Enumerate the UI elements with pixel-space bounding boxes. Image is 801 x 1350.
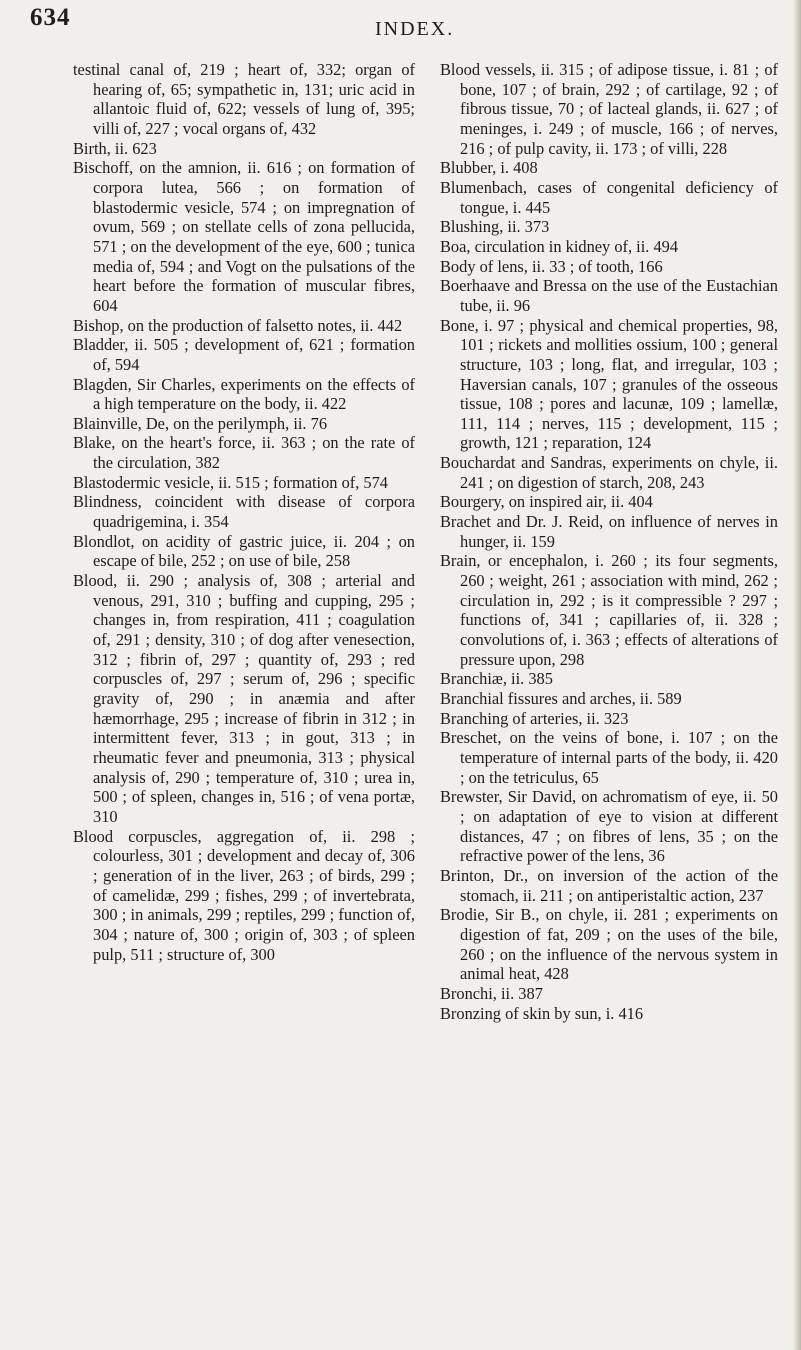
index-entry: Boa, circulation in kidney of, ii. 494 (440, 236, 679, 256)
index-entry: Blindness, coincident with disease of corpora quadrigemina, i. 354 (73, 492, 415, 532)
index-entry: Bischoff, on the amnion, ii. 616 ; on formation of corpora lutea, 566 ; on formation of blastodermic vesicle, 574 ; on impregnation of ovum, 569 ; on stellate cells of zona pellucida, 571 ; on the development of the eye, 600 ; tunica media of, 594 ; and Vogt on the pulsations of the heart before the formation of muscular fibres, 604 (73, 158, 415, 315)
index-entry: testinal canal of, 219 ; heart of, 332; organ of hearing of, 65; sympathetic in, 131; uric acid in allantoic fluid of, 622; vessels of lung of, 395; villi of, 227 ; vocal organs of, 432 (73, 60, 415, 138)
index-entry: Blubber, i. 408 (440, 158, 538, 178)
index-entry: Blastodermic vesicle, ii. 515 ; formation of, 574 (73, 472, 388, 492)
index-entry: Blood vessels, ii. 315 ; of adipose tissue, i. 81 ; of bone, 107 ; of brain, 292 ; of cartilage, 92 ; of fibrous tissue, 70 ; of lacteal glands, ii. 627 ; of meninges, i. 249 ; of muscle, 166 ; of nerves, 216 ; of pulp cavity, ii. 173 ; of villi, 228 (440, 60, 778, 158)
index-entry: Bouchardat and Sandras, experiments on chyle, ii. 241 ; on digestion of starch, 208, 243 (440, 453, 778, 492)
index-entry: Branchiæ, ii. 385 (440, 669, 553, 689)
index-entry: Bladder, ii. 505 ; development of, 621 ; formation of, 594 (73, 335, 415, 374)
index-entry: Blondlot, on acidity of gastric juice, ii. 204 ; on escape of bile, 252 ; on use of bile, 258 (73, 531, 415, 571)
index-entry: Breschet, on the veins of bone, i. 107 ; on the temperature of internal parts of the body, ii. 420 ; on the tetriculus, 65 (440, 728, 778, 787)
page-number: 634 (30, 4, 71, 31)
index-entry: Bronchi, ii. 387 (440, 983, 543, 1003)
index-entry: Blake, on the heart's force, ii. 363 ; on the rate of the circulation, 382 (73, 433, 415, 473)
index-entry: Branchial fissures and arches, ii. 589 (440, 689, 682, 708)
index-entry: Blumenbach, cases of congenital deficiency of tongue, i. 445 (440, 177, 778, 217)
index-column-right (440, 60, 778, 1023)
index-entry: Brinton, Dr., on inversion of the action of the stomach, ii. 211 ; on antiperistaltic action, 237 (440, 865, 778, 905)
index-entry: Blood corpuscles, aggregation of, ii. 298 ; colourless, 301 ; development and decay of, 306 ; generation of in the liver, 263 ; of birds, 299 ; of camelidæ, 299 ; fishes, 299 ; of invertebrata, 300 ; in animals, 299 ; reptiles, 299 ; function of, 304 ; nature of, 300 ; origin of, 303 ; of spleen pulp, 511 ; structure of, 300 (73, 826, 415, 964)
index-entry: Branching of arteries, ii. 323 (440, 708, 629, 728)
index-entry: Brodie, Sir B., on chyle, ii. 281 ; experiments on digestion of fat, 209 ; on the uses of the bile, 260 ; on the influence of the nervous system in animal heat, 428 (440, 905, 778, 984)
index-entry: Blagden, Sir Charles, experiments on the effects of a high temperature on the body, ii. 422 (73, 374, 415, 414)
index-entry: Bourgery, on inspired air, ii. 404 (440, 492, 653, 512)
index-entry: Bone, i. 97 ; physical and chemical properties, 98, 101 ; rickets and mollities ossium, 100 ; general structure, 103 ; long, flat, and irregular, 103 ; Haversian canals, 107 ; granules of the osseous tissue, 108 ; pores and lacunæ, 109 ; lamellæ, 111, 114 ; nerves, 115 ; development, 115 ; growth, 121 ; reparation, 124 (440, 315, 778, 453)
index-entry: Brain, or encephalon, i. 260 ; its four segments, 260 ; weight, 261 ; association with mind, 262 ; circulation in, 292 ; is it compressible ? 297 ; functions of, 341 ; capillaries of, ii. 328 ; convolutions of, i. 363 ; effects of alterations of pressure upon, 298 (440, 551, 778, 669)
index-entry: Blood, ii. 290 ; analysis of, 308 ; arterial and venous, 291, 310 ; buffing and cupping, 295 ; changes in, from respiration, 411 ; coagulation of, 291 ; density, 310 ; of dog after venesection, 312 ; fibrin of, 297 ; quantity of, 293 ; red corpuscles of, 297 ; serum of, 296 ; specific gravity of, 290 ; in anæmia and after hæmorrhage, 295 ; increase of fibrin in 312 ; in intermittent fever, 313 ; in gout, 313 ; in rheumatic fever and pneumonia, 313 ; physical analysis of, 290 ; temperature of, 310 ; urea in, 500 ; of spleen, changes in, 516 ; of vena portæ, 310 (73, 571, 415, 826)
index-column-left (73, 60, 415, 964)
index-entry: Brewster, Sir David, on achromatism of eye, ii. 50 ; on adaptation of eye to vision at different distances, 47 ; on fibres of lens, 35 ; on the refractive power of the lens, 36 (440, 787, 778, 866)
index-entry: Blushing, ii. 373 (440, 217, 550, 237)
running-head: INDEX. (375, 18, 455, 40)
page-edge-shadow (793, 0, 801, 1350)
index-entry: Bishop, on the production of falsetto notes, ii. 442 (73, 315, 403, 335)
index-entry: Boerhaave and Bressa on the use of the Eustachian tube, ii. 96 (440, 276, 778, 315)
index-entry: Blainville, De, on the perilymph, ii. 76 (73, 413, 328, 433)
index-entry: Bronzing of skin by sun, i. 416 (440, 1003, 644, 1023)
index-entry: Body of lens, ii. 33 ; of tooth, 166 (440, 256, 663, 276)
index-entry: Brachet and Dr. J. Reid, on influence of nerves in hunger, ii. 159 (440, 512, 778, 551)
index-entry: Birth, ii. 623 (73, 138, 157, 158)
